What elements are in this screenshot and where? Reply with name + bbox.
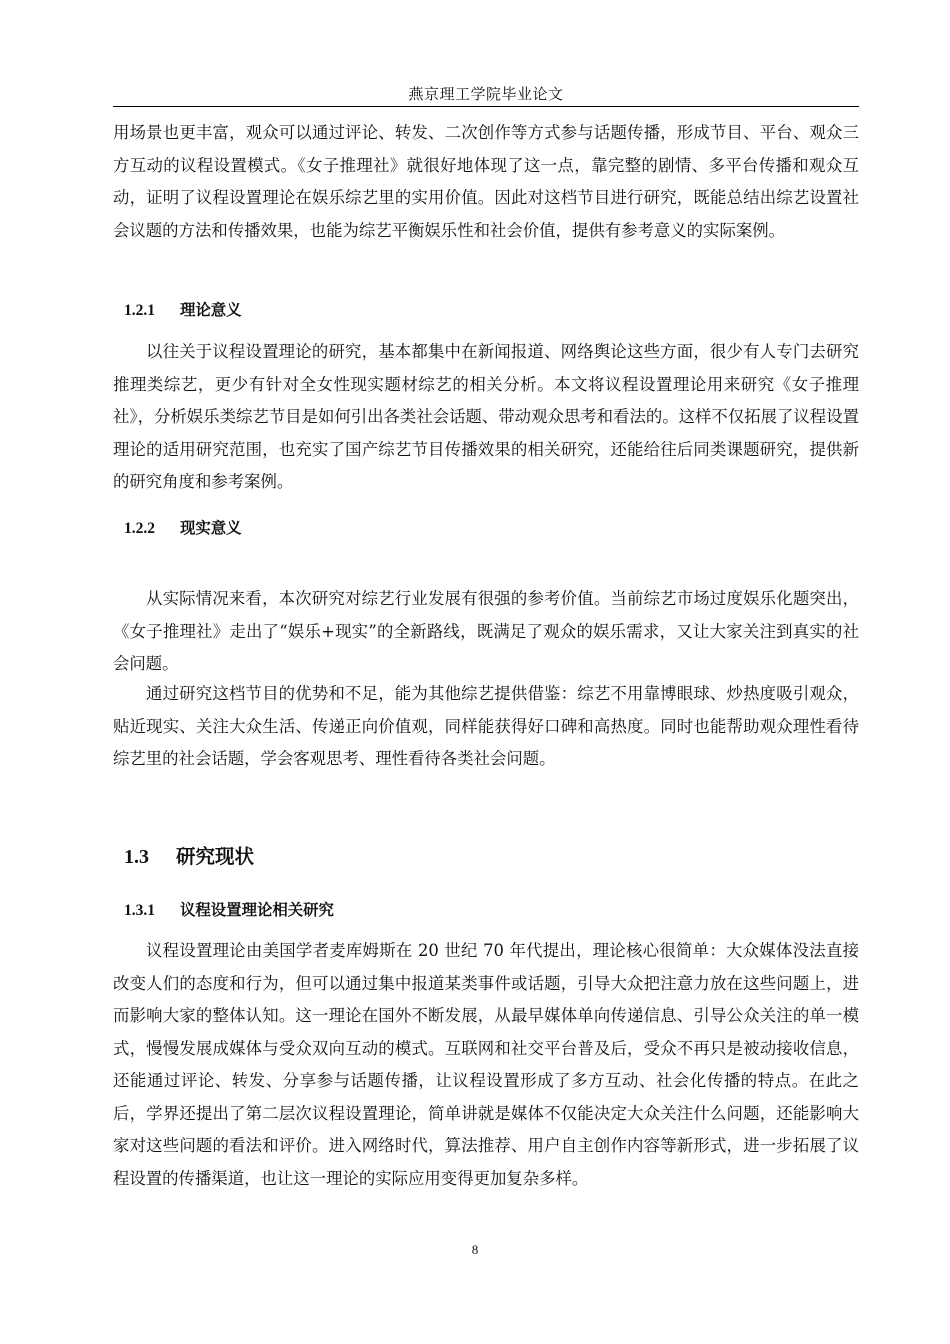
paragraph-theoretical-significance: 以往关于议程设置理论的研究，基本都集中在新闻报道、网络舆论这些方面，很少有人专门去研究推理类综艺，更少有针对全女性现实题材综艺的相关分析。本文将议程设置理论用来研究《女子推理社》，分析娱乐类综艺节目是如何引出各类社会话题、带动观众思考和看法的。这样不仅拓展了议程设置理论的适用研究范围，也充实了国产综艺节目传播效果的相关研究，还能给往后同类课题研究，提供新的研究角度和参考案例。 bbox=[113, 342, 859, 491]
paragraph-practical-significance-1: 从实际情况来看，本次研究对综艺行业发展有很强的参考价值。当前综艺市场过度娱乐化题突出，《女子推理社》走出了“娱乐+现实”的全新路线，既满足了观众的娱乐需求，又让大家关注到真实的社会问题。 bbox=[113, 589, 859, 673]
heading-1-3-1 bbox=[124, 898, 334, 923]
heading-number: 1.2.1 bbox=[124, 302, 155, 319]
paragraph-agenda-setting-research: 议程设置理论由美国学者麦库姆斯在 20 世纪 70 年代提出，理论核心很简单：大众媒体没法直接改变人们的态度和行为，但可以通过集中报道某类事件或话题，引导大众把注意力放在这些问题上，进而影响大家的整体认知。这一理论在国外不断发展，从最早媒体单向传递信息、引导公众关注的单一模式，慢慢发展成媒体与受众双向互动的模式。互联网和社交平台普及后，受众不再只是被动接收信息，还能通过评论、转发、分享参与话题传播，让议程设置形成了多方互动、社会化传播的特点。在此之后，学界还提出了第二层次议程设置理论，简单讲就是媒体不仅能决定大众关注什么问题，还能影响大家对这些问题的看法和评价。进入网络时代，算法推荐、用户自主创作内容等新形式，进一步拓展了议程设置的传播渠道，也让这一理论的实际应用变得更加复杂多样。 bbox=[113, 941, 859, 1188]
heading-number: 1.3.1 bbox=[124, 902, 155, 919]
heading-text: 议程设置理论相关研究 bbox=[180, 901, 334, 919]
paragraph-intro-continued: 用场景也更丰富，观众可以通过评论、转发、二次创作等方式参与话题传播，形成节目、平台、观众三方互动的议程设置模式。《女子推理社》就很好地体现了这一点，靠完整的剧情、多平台传播和观众互动，证明了议程设置理论在娱乐综艺里的实用价值。因此对这档节目进行研究，既能总结出综艺设置社会议题的方法和传播效果，也能为综艺平衡娱乐性和社会价值，提供有参考意义的实际案例。 bbox=[113, 123, 859, 240]
page-number: 8 bbox=[471, 1242, 479, 1257]
header-title: 燕京理工学院毕业论文 bbox=[408, 85, 564, 103]
heading-1-2-2 bbox=[124, 516, 242, 541]
page-header bbox=[113, 82, 859, 107]
heading-1-3 bbox=[124, 843, 254, 871]
heading-number: 1.3 bbox=[124, 846, 149, 868]
heading-text: 现实意义 bbox=[180, 519, 242, 537]
heading-text: 研究现状 bbox=[176, 845, 255, 868]
heading-1-2-1 bbox=[124, 298, 242, 323]
heading-number: 1.2.2 bbox=[124, 520, 155, 537]
heading-text: 理论意义 bbox=[180, 301, 242, 319]
paragraph-practical-significance-2: 通过研究这档节目的优势和不足，能为其他综艺提供借鉴：综艺不用靠博眼球、炒热度吸引观众，贴近现实、关注大众生活、传递正向价值观，同样能获得好口碑和高热度。同时也能帮助观众理性看待综艺里的社会话题，学会客观思考、理性看待各类社会问题。 bbox=[113, 684, 859, 768]
